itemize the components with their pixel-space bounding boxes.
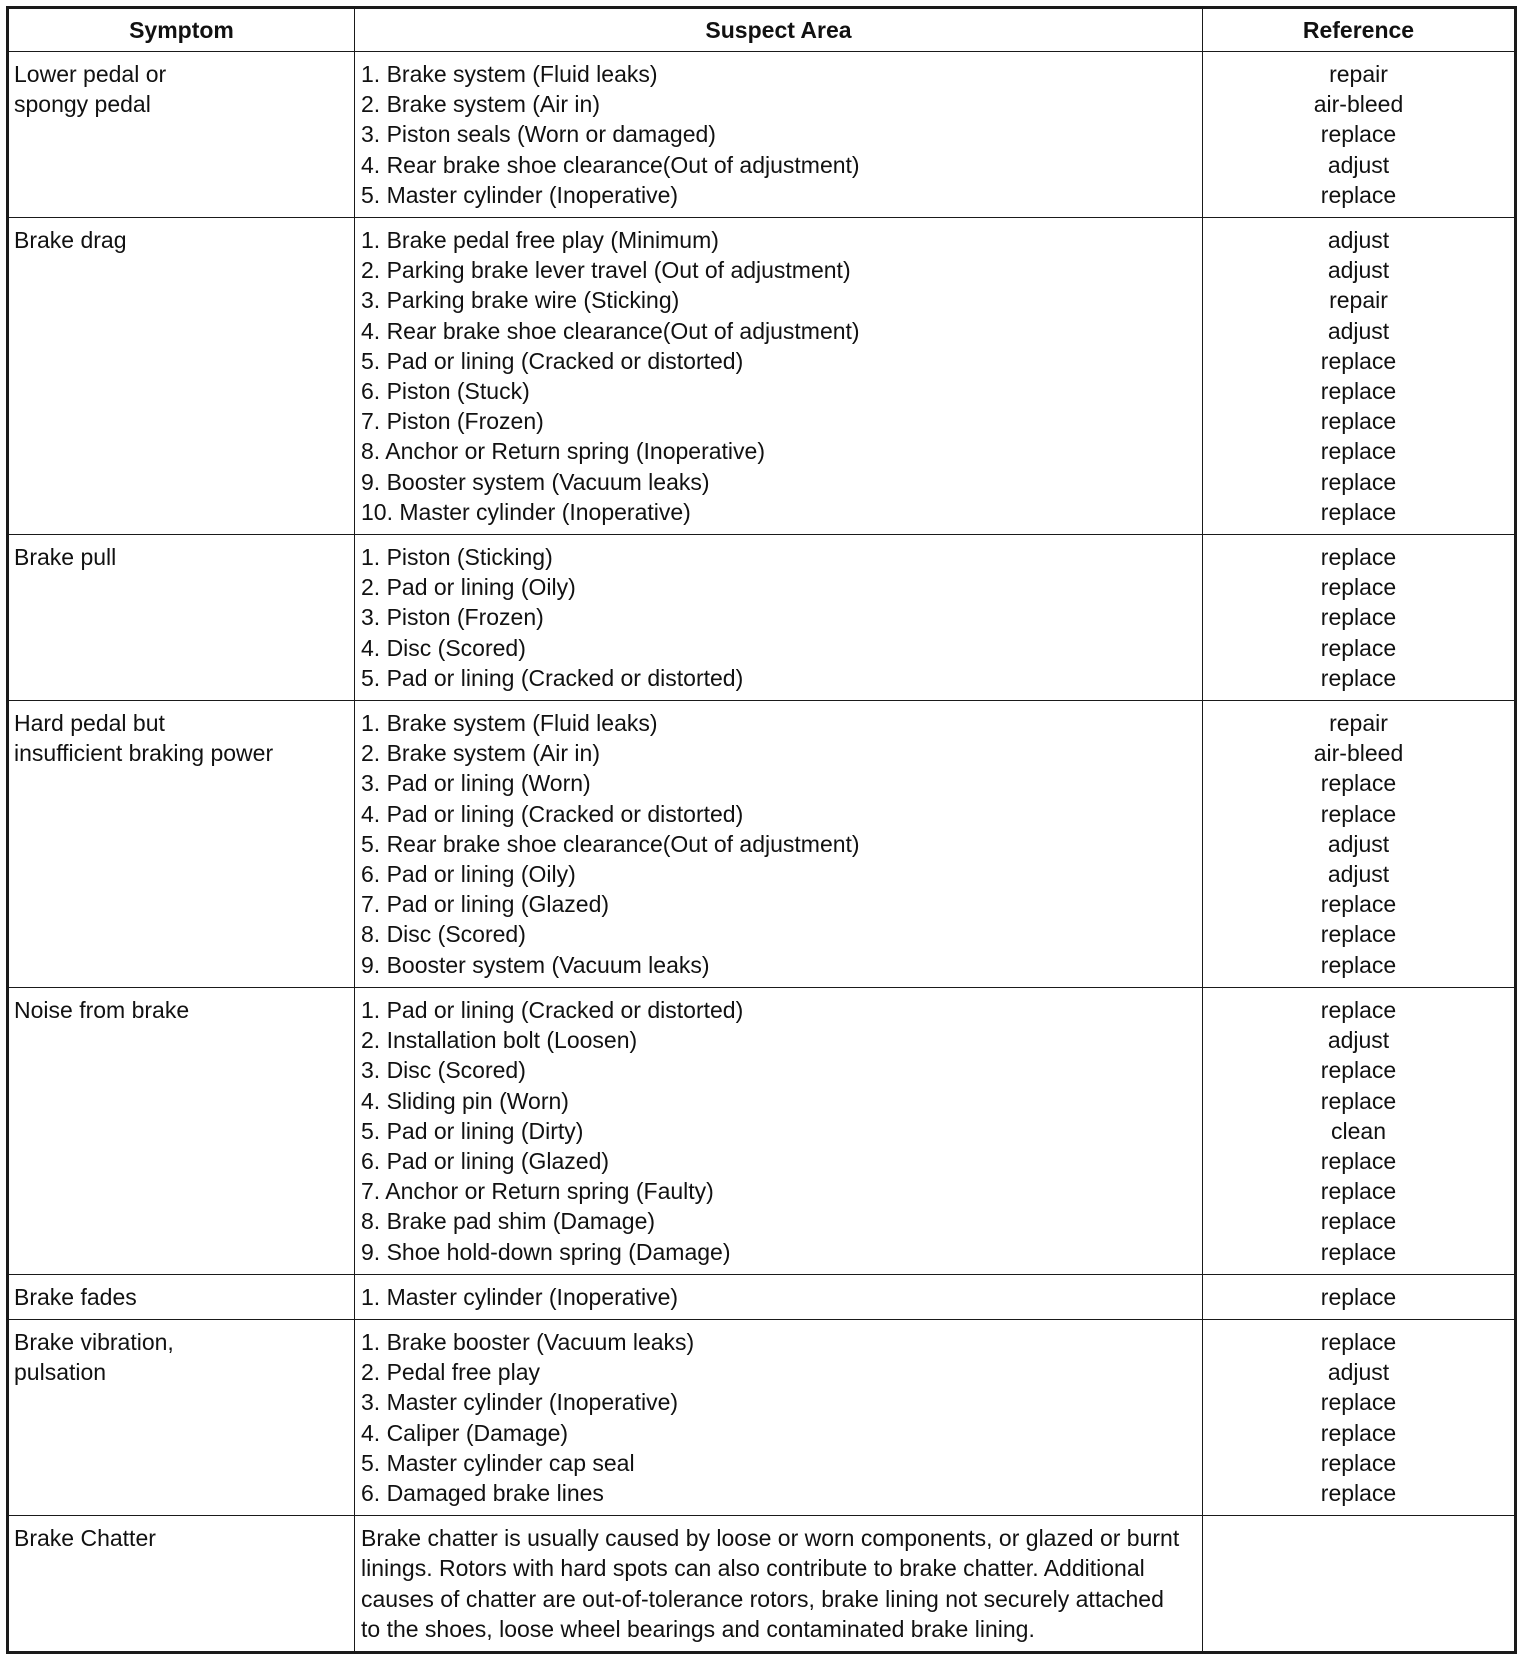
reference-item: replace <box>1320 408 1397 435</box>
suspect-item: 8. Disc (Scored) <box>361 921 526 948</box>
reference-item: replace <box>1320 544 1397 571</box>
symptom-cell: Brake pull <box>8 535 355 701</box>
table-row <box>8 1274 1516 1319</box>
header-row <box>8 8 1516 52</box>
reference-item: replace <box>1320 1178 1397 1205</box>
suspect-area-cell <box>355 1274 1203 1319</box>
reference-item: replace <box>1320 378 1397 405</box>
suspect-item: 5. Pad or lining (Dirty) <box>361 1117 584 1144</box>
symptom-cell: Brake Chatter <box>8 1516 355 1653</box>
reference-item: replace <box>1320 1328 1397 1355</box>
reference-item: replace <box>1320 1087 1397 1114</box>
suspect-item: 7. Piston (Frozen) <box>361 408 544 435</box>
suspect-item: 4. Disc (Scored) <box>361 634 526 661</box>
reference-item: replace <box>1320 800 1397 827</box>
reference-item: replace <box>1320 1479 1397 1506</box>
reference-item: replace <box>1320 1238 1397 1265</box>
suspect-item: 5. Master cylinder (Inoperative) <box>361 181 679 208</box>
reference-item: adjust <box>1327 151 1390 178</box>
reference-item: replace <box>1320 498 1397 525</box>
reference-item: adjust <box>1327 861 1390 888</box>
suspect-item: 1. Pad or lining (Cracked or distorted) <box>361 996 744 1023</box>
symptom-cell: Brake fades <box>8 1274 355 1319</box>
suspect-area-cell <box>355 218 1203 535</box>
reference-item: replace <box>1320 921 1397 948</box>
reference-cell <box>1203 987 1516 1274</box>
reference-item: replace <box>1320 951 1397 978</box>
suspect-item: 10. Master cylinder (Inoperative) <box>361 498 691 525</box>
suspect-item: 1. Brake system (Fluid leaks) <box>361 710 658 737</box>
suspect-item: 6. Piston (Stuck) <box>361 378 530 405</box>
suspect-item: 5. Pad or lining (Cracked or distorted) <box>361 347 744 374</box>
reference-cell <box>1203 1319 1516 1515</box>
suspect-area-header: Suspect Area <box>355 8 1203 52</box>
reference-item: replace <box>1320 438 1397 465</box>
suspect-item: 3. Disc (Scored) <box>361 1057 526 1084</box>
reference-item: replace <box>1320 1147 1397 1174</box>
symptom-cell: Brake drag <box>8 218 355 535</box>
reference-item: replace <box>1320 574 1397 601</box>
suspect-item: 4. Rear brake shoe clearance(Out of adjustment) <box>361 151 860 178</box>
suspect-item: 9. Shoe hold-down spring (Damage) <box>361 1238 731 1265</box>
suspect-area-cell <box>355 52 1203 218</box>
symptom-cell: Brake vibration, pulsation <box>8 1319 355 1515</box>
suspect-item: 4. Caliper (Damage) <box>361 1419 569 1446</box>
table-row <box>8 701 1516 988</box>
reference-item: air-bleed <box>1313 740 1404 767</box>
symptom-header: Symptom <box>8 8 355 52</box>
reference-item: replace <box>1320 468 1397 495</box>
suspect-item: 6. Pad or lining (Oily) <box>361 861 576 888</box>
reference-item: replace <box>1320 1389 1397 1416</box>
reference-item: adjust <box>1327 317 1390 344</box>
reference-cell <box>1203 52 1516 218</box>
suspect-item: 2. Parking brake lever travel (Out of adjustment) <box>361 257 851 284</box>
reference-header: Reference <box>1203 8 1516 52</box>
table-body <box>8 52 1516 1653</box>
reference-item: replace <box>1320 634 1397 661</box>
table-row <box>8 52 1516 218</box>
reference-item: repair <box>1329 61 1388 87</box>
suspect-item: 1. Brake system (Fluid leaks) <box>361 61 658 87</box>
suspect-item: 1. Brake pedal free play (Minimum) <box>361 227 719 254</box>
suspect-item: 2. Pad or lining (Oily) <box>361 574 576 601</box>
suspect-item: 8. Brake pad shim (Damage) <box>361 1208 656 1235</box>
suspect-area-cell <box>355 701 1203 988</box>
suspect-item: 4. Sliding pin (Worn) <box>361 1087 569 1114</box>
suspect-item: 9. Booster system (Vacuum leaks) <box>361 468 710 495</box>
suspect-item: 8. Anchor or Return spring (Inoperative) <box>361 438 765 465</box>
reference-item: adjust <box>1327 1027 1390 1054</box>
suspect-item: 3. Pad or lining (Worn) <box>361 770 591 797</box>
reference-item: replace <box>1320 996 1397 1023</box>
reference-item: replace <box>1320 1283 1397 1310</box>
reference-item: replace <box>1320 181 1397 208</box>
reference-item: repair <box>1329 710 1388 737</box>
suspect-item: 1. Piston (Sticking) <box>361 544 553 571</box>
reference-item: adjust <box>1327 227 1390 254</box>
reference-item: adjust <box>1327 830 1390 857</box>
reference-item: replace <box>1320 1208 1397 1235</box>
symptom-cell: Lower pedal or spongy pedal <box>8 52 355 218</box>
reference-item: replace <box>1320 1419 1397 1446</box>
suspect-item: 4. Rear brake shoe clearance(Out of adjustment) <box>361 317 860 344</box>
reference-item: clean <box>1331 1117 1386 1144</box>
reference-cell <box>1203 1516 1516 1653</box>
suspect-item: 7. Pad or lining (Glazed) <box>361 891 610 918</box>
suspect-area-cell <box>355 1319 1203 1515</box>
reference-item: replace <box>1320 1449 1397 1476</box>
reference-cell <box>1203 1274 1516 1319</box>
reference-item: adjust <box>1327 257 1390 284</box>
reference-item: replace <box>1320 891 1397 918</box>
suspect-item: 2. Installation bolt (Loosen) <box>361 1027 638 1054</box>
suspect-item: 5. Rear brake shoe clearance(Out of adjustment) <box>361 830 860 857</box>
suspect-item: 7. Anchor or Return spring (Faulty) <box>361 1178 714 1205</box>
symptom-cell: Hard pedal but insufficient braking power <box>8 701 355 988</box>
suspect-item: 1. Brake booster (Vacuum leaks) <box>361 1328 695 1355</box>
table-row <box>8 1319 1516 1515</box>
reference-cell <box>1203 701 1516 988</box>
suspect-item: 6. Pad or lining (Glazed) <box>361 1147 610 1174</box>
suspect-area-cell <box>355 987 1203 1274</box>
symptom-cell: Noise from brake <box>8 987 355 1274</box>
table-row <box>8 535 1516 701</box>
reference-item: air-bleed <box>1313 91 1404 118</box>
suspect-area-cell <box>355 1516 1203 1653</box>
suspect-item: 3. Parking brake wire (Sticking) <box>361 287 680 314</box>
suspect-item: 5. Master cylinder cap seal <box>361 1449 635 1476</box>
reference-item: replace <box>1320 121 1397 148</box>
reference-item: repair <box>1329 287 1388 314</box>
chatter-description: Brake chatter is usually caused by loose or worn components, or glazed or burnt linings. Rotors with hard spots can also contribute to brake chatter. Additional causes of chatter are out-of-tolerance rotors, brake lining not securely attached to the shoes, loose wheel bearings and contaminated brake lining. <box>361 1525 1180 1642</box>
suspect-item: 4. Pad or lining (Cracked or distorted) <box>361 800 744 827</box>
suspect-item: 2. Brake system (Air in) <box>361 740 600 767</box>
reference-item: replace <box>1320 770 1397 797</box>
reference-item: replace <box>1320 1057 1397 1084</box>
suspect-item: 9. Booster system (Vacuum leaks) <box>361 951 710 978</box>
reference-item: adjust <box>1327 1359 1390 1386</box>
suspect-item: 6. Damaged brake lines <box>361 1479 604 1506</box>
suspect-item: 2. Pedal free play <box>361 1359 541 1386</box>
reference-cell <box>1203 218 1516 535</box>
suspect-item: 3. Piston (Frozen) <box>361 604 544 631</box>
table-row <box>8 1516 1516 1653</box>
suspect-item: 3. Piston seals (Worn or damaged) <box>361 121 716 148</box>
suspect-item: 1. Master cylinder (Inoperative) <box>361 1283 679 1310</box>
table-row <box>8 987 1516 1274</box>
suspect-item: 2. Brake system (Air in) <box>361 91 600 118</box>
suspect-area-cell <box>355 535 1203 701</box>
suspect-item: 5. Pad or lining (Cracked or distorted) <box>361 664 744 691</box>
table-row <box>8 218 1516 535</box>
reference-item: replace <box>1320 347 1397 374</box>
reference-item: replace <box>1320 664 1397 691</box>
suspect-item: 3. Master cylinder (Inoperative) <box>361 1389 679 1416</box>
reference-cell <box>1203 535 1516 701</box>
troubleshooting-table <box>6 6 1517 1654</box>
reference-item: replace <box>1320 604 1397 631</box>
